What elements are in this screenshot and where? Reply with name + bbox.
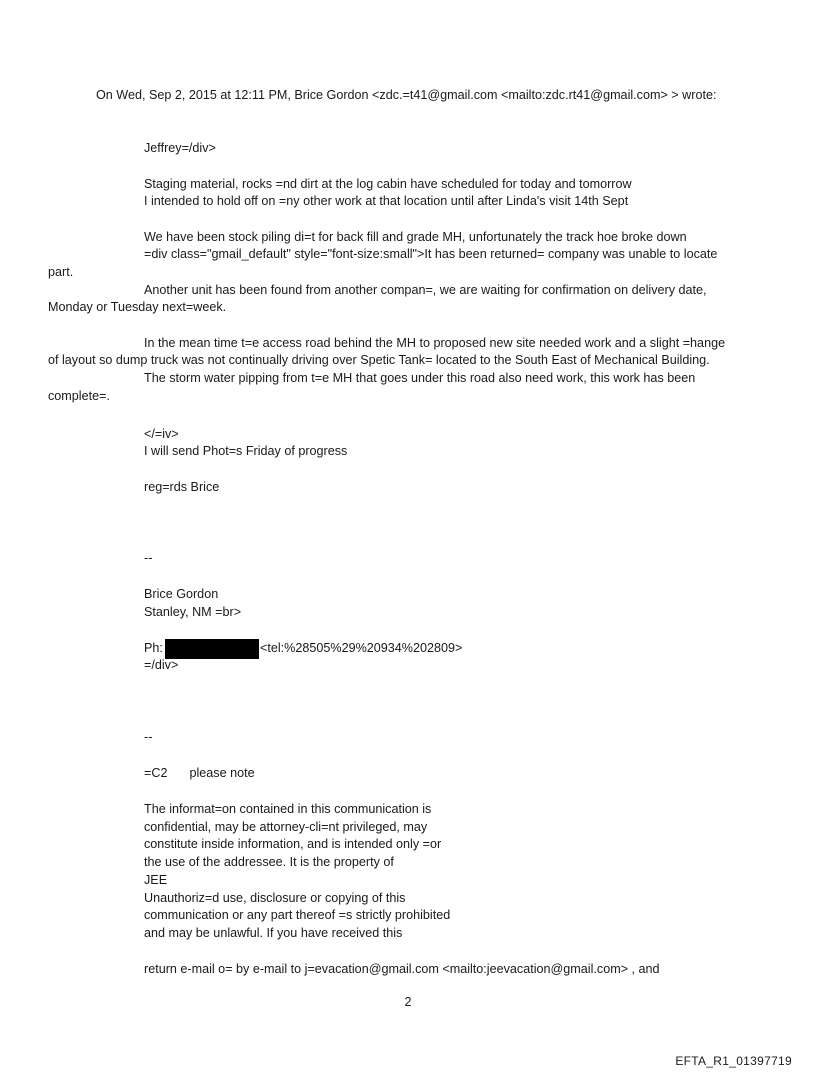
paragraph-2-line-2: =div class="gmail_default" style="font-size:small">It has been returned= company was unable to locate [144, 247, 718, 261]
notice-line-1: The informat=on contained in this communication is [144, 802, 432, 816]
paragraph-3-line-2: of layout so dump truck was not continually driving over Spetic Tank= located to the South East of Mechanical Building. [48, 353, 710, 367]
page-number: 2 [404, 995, 412, 1009]
signature-phone-link: <tel:%28505%29%20934%202809> [260, 641, 463, 655]
notice-prefix: =C2 [144, 766, 168, 780]
return-email-line: return e-mail o= by e-mail to j=evacation@gmail.com <mailto:jeevacation@gmail.com> , and [144, 962, 660, 976]
notice-title: please note [189, 766, 255, 780]
paragraph-2-line-5: Monday or Tuesday next=week. [48, 300, 227, 314]
notice-line-8: and may be unlawful. If you have received this [144, 926, 403, 940]
paragraph-2-line-4: Another unit has been found from another compan=, we are waiting for confirmation on delivery date, [144, 283, 707, 297]
quoted-header: On Wed, Sep 2, 2015 at 12:11 PM, Brice Gordon <zdc.=t41@gmail.com <mailto:zdc.rt41@gmail.com> > wrote: [96, 88, 717, 102]
signature-div-end: =/div> [144, 658, 179, 672]
paragraph-3-line-4: complete=. [48, 389, 110, 403]
notice-line-7: communication or any part thereof =s strictly prohibited [144, 908, 451, 922]
signature-location: Stanley, NM =br> [144, 605, 242, 619]
notice-line-3: constitute inside information, and is intended only =or [144, 837, 442, 851]
paragraph-2-line-3: part. [48, 265, 74, 279]
bates-number: EFTA_R1_01397719 [675, 1054, 792, 1068]
notice-line-2: confidential, may be attorney-cli=nt privileged, may [144, 820, 428, 834]
redaction-box [165, 639, 259, 659]
notice-heading [144, 765, 255, 781]
closing-div-tag: </=iv> [144, 427, 179, 441]
notice-line-5: JEE [144, 873, 168, 887]
signature-phone-label: Ph: [144, 641, 163, 655]
signature-separator: -- [144, 551, 153, 565]
paragraph-2-line-1: We have been stock piling di=t for back fill and grade MH, unfortunately the track hoe broke down [144, 230, 687, 244]
paragraph-3-line-3: The storm water pipping from t=e MH that goes under this road also need work, this work has been [144, 371, 696, 385]
greeting: Jeffrey=/div> [144, 141, 216, 155]
paragraph-3-line-1: In the mean time t=e access road behind the MH to proposed new site needed work and a slight =hange [144, 336, 726, 350]
paragraph-1-line-2: I intended to hold off on =ny other work at that location until after Linda's visit 14th Sept [144, 194, 629, 208]
signature-name: Brice Gordon [144, 587, 219, 601]
notice-line-6: Unauthoriz=d use, disclosure or copying of this [144, 891, 406, 905]
notice-line-4: the use of the addressee. It is the property of [144, 855, 394, 869]
photos-line: I will send Phot=s Friday of progress [144, 444, 348, 458]
regards: reg=rds Brice [144, 480, 220, 494]
paragraph-1-line-1: Staging material, rocks =nd dirt at the log cabin have scheduled for today and tomorrow [144, 177, 632, 191]
notice-separator: -- [144, 730, 153, 744]
